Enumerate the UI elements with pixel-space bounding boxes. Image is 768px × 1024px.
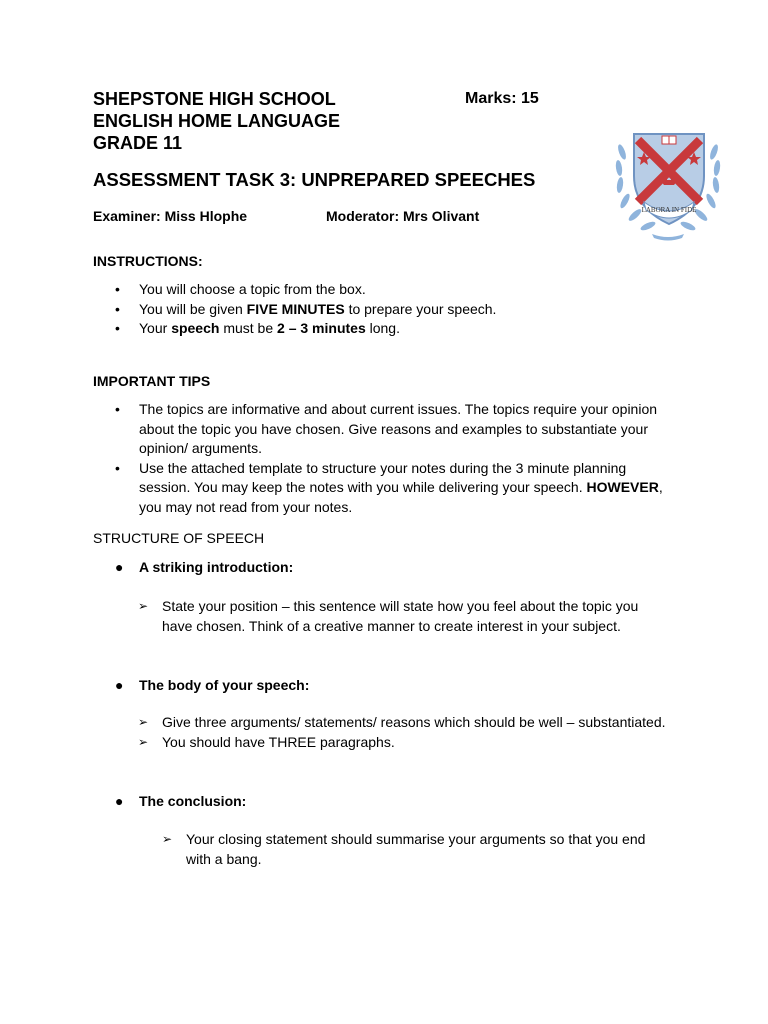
instructions-list — [93, 280, 673, 339]
list-item: ➢ Your closing statement should summarise your arguments so that you end with a bang. — [162, 831, 646, 867]
subject-name: ENGLISH HOME LANGUAGE — [93, 111, 341, 131]
list-item: • You will choose a topic from the box. — [115, 281, 366, 297]
document-page: SHEPSTONE HIGH SCHOOL ENGLISH HOME LANGUAGE GRADE 11 Marks: 15 ASSESSMENT TASK 3: UNPREPARED SPEECHES Examiner: Miss Hlophe Moderator: Mrs Olivant LABORA IN FIDE INSTRUCTIONS: • You will choose a topic from the box. • You will be given FIVE MINUTES to prepare your speech. • Your speech must be 2 – 3 minutes long. IMPORTANT TIPS • The topics are informative and about current issues. The topics require your opinion about the topic you have chosen. Give reasons and examples to substantiate your opinion/ arguments. • Use the attached template to structure your notes during the 3 minute planning session. You may keep the notes with you while delivering your speech. HOWEVER, you may not read from your notes. STRUCTURE OF SPEECH ● A striking introduction: ➢ State your position – this sentence will state how you feel about the topic you have chosen. Think of a creative manner to create interest in your subject. ● The body of your speech: ➢ Give three arguments/ statements/ reasons which should be well – substantiated. ➢ You should have THREE paragraphs. ● The conclusion: ➢ Your closing statement should summarise your arguments so that you end with a bang. — [0, 0, 768, 1024]
moderator-label: Moderator: Mrs Olivant — [326, 208, 480, 224]
list-item: • Use the attached template to structure your notes during the 3 minute planning session. You may keep the notes with you while delivering your speech. HOWEVER, you may not read from your notes. — [115, 459, 663, 515]
arrow-bullet-icon: ➢ — [138, 734, 149, 749]
list-item: ➢ You should have THREE paragraphs. — [138, 733, 670, 753]
list-item: ➢ Give three arguments/ statements/ reasons which should be well – substantiated. — [138, 713, 670, 733]
conclusion-points — [162, 830, 672, 869]
task-title: ASSESSMENT TASK 3: UNPREPARED SPEECHES — [93, 169, 536, 190]
list-item: • The topics are informative and about current issues. The topics require your opinion about the topic you have chosen. Give reasons and examples to substantiate your opinion/ arguments. — [115, 401, 658, 456]
list-item: ➢ State your position – this sentence will state how you feel about the topic you have chosen. Think of a creative manner to create interest in your subject. — [138, 598, 639, 634]
tips-list — [93, 400, 673, 517]
body-points — [138, 713, 670, 752]
instructions-heading: INSTRUCTIONS: — [93, 253, 203, 269]
structure-heading: STRUCTURE OF SPEECH — [93, 530, 265, 546]
crest-motto: LABORA IN FIDE — [641, 206, 697, 214]
school-crest-logo — [612, 130, 724, 242]
school-name: SHEPSTONE HIGH SCHOOL — [93, 89, 336, 109]
arrow-bullet-icon: ➢ — [138, 599, 149, 613]
tips-heading: IMPORTANT TIPS — [93, 373, 211, 389]
marks-label: Marks: 15 — [465, 90, 539, 107]
examiner-label: Examiner: Miss Hlophe — [93, 208, 248, 224]
list-item: • You will be given FIVE MINUTES to prepare your speech. — [115, 300, 497, 317]
arrow-bullet-icon: ➢ — [138, 715, 149, 729]
list-item: • Your speech must be 2 – 3 minutes long. — [115, 320, 400, 336]
grade-label: GRADE 11 — [93, 133, 183, 153]
intro-points — [138, 597, 670, 636]
arrow-bullet-icon: ➢ — [162, 832, 173, 846]
